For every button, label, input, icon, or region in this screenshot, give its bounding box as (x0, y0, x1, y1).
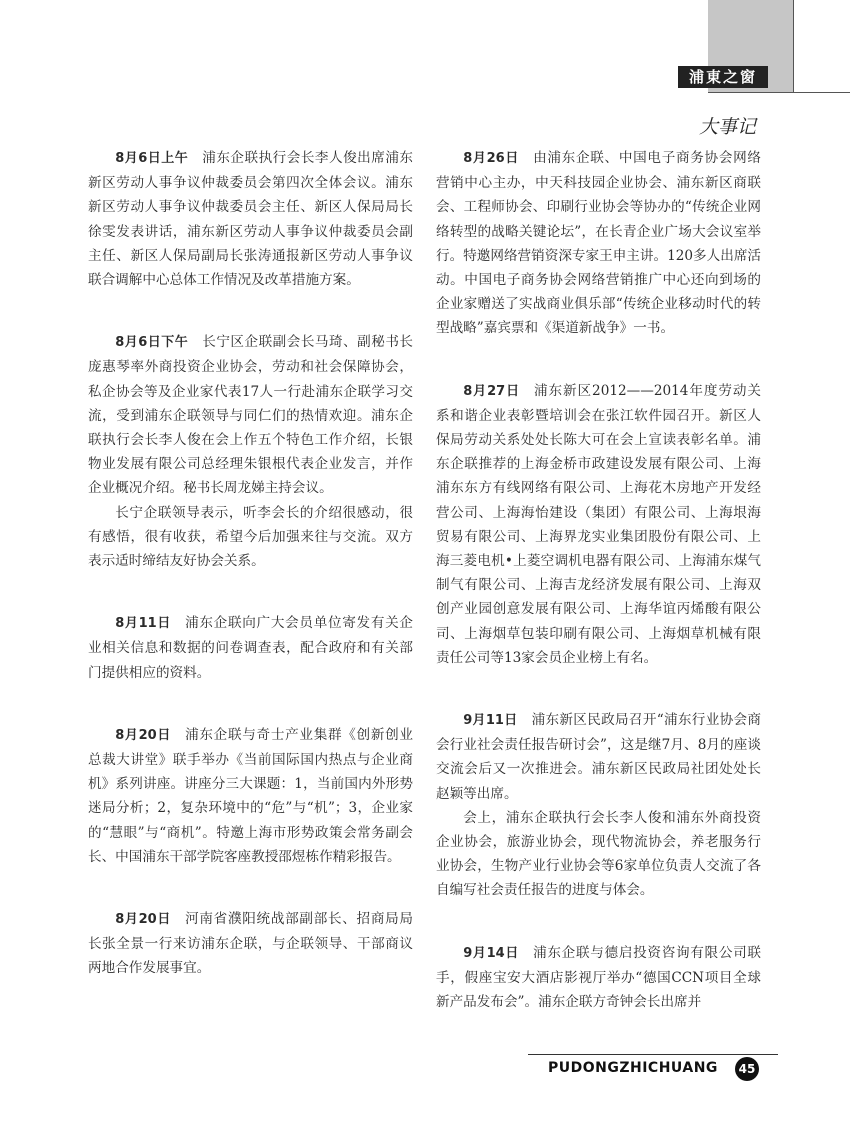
left-column (88, 146, 413, 1019)
event-entry (88, 611, 413, 685)
event-text: 河南省濮阳统战部副部长、招商局局长张全景一行来访浦东企联，与企联领导、干部商议两地合作发展事宜。 (88, 911, 414, 977)
event-date: 8月6日下午 (115, 335, 189, 351)
event-date: 8月20日 (115, 912, 172, 928)
header-vertical-rule (793, 0, 794, 92)
event-date: 8月20日 (115, 727, 172, 743)
event-text: 浦东新区民政局召开“浦东行业协会商会行业社会责任报告研讨会”，这是继7月、8月的座谈交流会后又一次推进会。浦东新区民政局社团处处长赵颖等出席。 (436, 712, 762, 802)
page-number: 45 (735, 1057, 759, 1081)
event-text: 浦东企联与德启投资咨询有限公司联手，假座宝安大酒店影视厅举办“德国CCN项目全球新产品发布会”。浦东企联方奇钟会长出席并 (436, 944, 762, 1011)
event-text: 浦东新区2012——2014年度劳动关系和谐企业表彰暨培训会在张江软件园召开。新区人保局劳动关系处处长陈大可在会上宣读表彰名单。浦东企联推荐的上海金桥市政建设发展有限公司、上海浦东东方有线网络有限公司、上海花木房地产开发经营公司、上海海怡建设（集团）有限公司、上海垠海贸易有限公司、上海界龙实业集团股份有限公司、上海三菱电机•上菱空调机电器有限公司、上海浦东煤气制气有限公司、上海吉龙经济发展有限公司、上海双创产业园创意发展有限公司、上海华谊丙烯酸有限公司、上海烟草包装印刷有限公司、上海烟草机械有限责任公司等13家会员企业榜上有名。 (436, 382, 761, 666)
event-entry (88, 146, 413, 292)
event-entry (436, 708, 761, 903)
event-date: 8月26日 (463, 151, 520, 166)
event-date: 8月11日 (115, 616, 172, 632)
event-text: 浦东企联与奇士产业集群《创新创业总裁大讲堂》联手举办《当前国际国内热点与企业商机》系列讲座。讲座分三大课题：1，当前国内外形势迷局分析；2，复杂环境中的“危”与“机”；3，企业家的“慧眼”与“商机”。特邀上海市形势政策会常务副会长、中国浦东干部学院客座教授邵煜栋作精彩报告。 (88, 726, 414, 865)
header-horizontal-rule (708, 92, 850, 93)
event-entry (436, 941, 761, 1015)
event-entry (436, 146, 761, 341)
event-date: 8月27日 (463, 383, 520, 399)
event-date: 8月6日上午 (115, 151, 189, 166)
event-entry (88, 907, 413, 981)
event-entry (88, 723, 413, 869)
event-text: 长宁企联领导表示，听李会长的介绍很感动，很有感悟，很有收获，希望今后加强来往与交流。双方表示适时缔结友好协会关系。 (88, 504, 413, 570)
footer-magazine-name: PUDONGZHICHUANG (548, 1060, 718, 1076)
section-title: 大事记 (698, 116, 756, 138)
event-text: 长宁区企联副会长马琦、副秘书长庞惠琴率外商投资企业协会，劳动和社会保障协会，私企协会等及企业家代表17人一行赴浦东企联学习交流，受到浦东企联领导与同仁们的热情欢迎。浦东企联执行会长李人俊在会上作五个特色工作介绍，长银物业发展有限公司总经理朱银根代表企业发言，并作企业概况介绍。秘书长周龙娣主持会议。 (88, 334, 414, 497)
event-text: 由浦东企联、中国电子商务协会网络营销中心主办，中天科技园企业协会、浦东新区商联会、工程师协会、印刷行业协会等协办的“传统企业网络转型的战略关键论坛”，在长青企业广场大会议室举行。特邀网络营销资深专家王申主讲。120多人出席活动。中国电子商务协会网络营销推广中心还向到场的企业家赠送了实战商业俱乐部“传统企业移动时代的转型战略”嘉宾票和《渠道新战争》一书。 (436, 150, 762, 337)
event-entry (88, 330, 413, 573)
event-date: 9月11日 (463, 713, 518, 729)
event-entry (436, 379, 761, 670)
right-column (436, 146, 761, 1052)
event-text: 会上，浦东企联执行会长李人俊和浦东外商投资企业协会，旅游业协会，现代物流协会，养老服务行业协会，生物产业行业协会等6家单位负责人交流了各自编写社会责任报告的进度与体会。 (436, 809, 761, 899)
footer-rule (528, 1054, 778, 1055)
event-text: 浦东企联执行会长李人俊出席浦东新区劳动人事争议仲裁委员会第四次全体会议。浦东新区劳动人事争议仲裁委员会主任、新区人保局局长徐雯发表讲话，浦东新区劳动人事争议仲裁委员会副主任、新区人保局副局长张涛通报新区劳动人事争议联合调解中心总体工作情况及改革措施方案。 (88, 150, 414, 289)
event-text: 浦东企联向广大会员单位寄发有关企业相关信息和数据的问卷调查表，配合政府和有关部门提供相应的资料。 (88, 615, 414, 681)
event-date: 9月14日 (463, 945, 520, 961)
magazine-logo: 浦東之窗 (678, 66, 768, 88)
